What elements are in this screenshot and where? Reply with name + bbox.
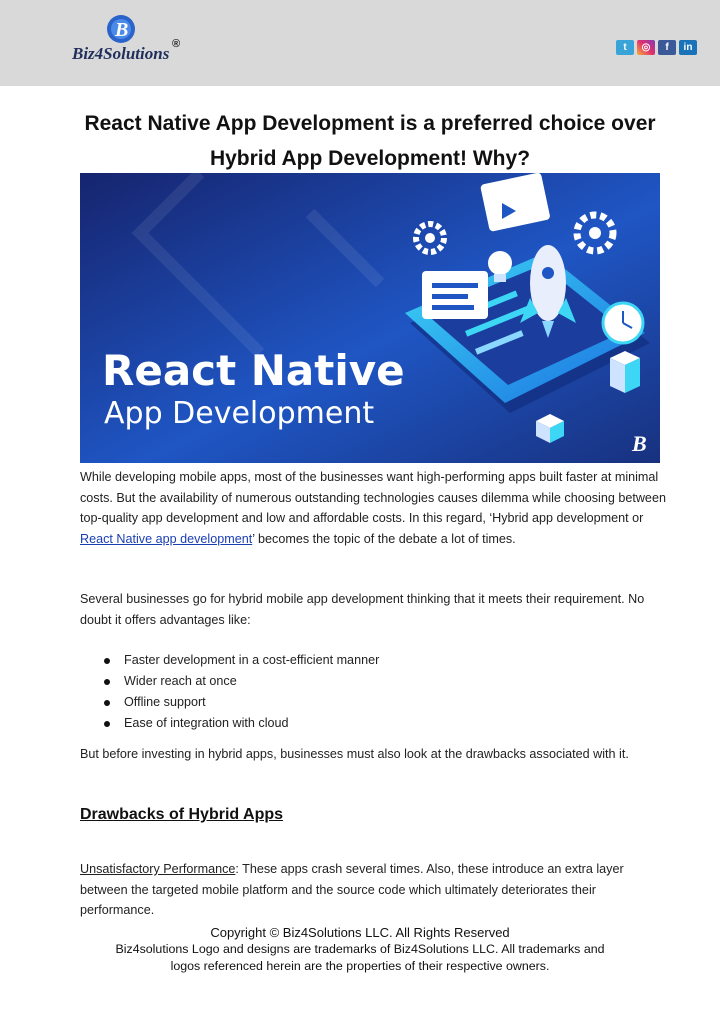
list-item: Wider reach at once (80, 671, 379, 692)
logo-text: Biz4Solutions (72, 44, 170, 63)
intro-paragraph (80, 467, 670, 549)
section-heading-drawbacks: Drawbacks of Hybrid Apps (80, 806, 284, 823)
intro-text-after: ’ becomes the topic of the debate a lot of times. (252, 531, 516, 546)
advantages-list (80, 650, 379, 734)
clock-icon (603, 303, 643, 343)
performance-term: Unsatisfactory Performance (80, 862, 236, 876)
intro-text-before: While developing mobile apps, most of the businesses want high-performing apps built faster at minimal costs. But the availability of numerous outstanding technologies causes dilemma while choosing between top-quality app development and low and affordable costs. In this regard, ‘Hybrid app development or (80, 470, 666, 525)
hero-title-line2: App Development (104, 396, 375, 431)
page-footer (0, 924, 720, 975)
social-links (616, 40, 697, 55)
linkedin-icon[interactable]: in (679, 40, 697, 55)
trademark-line-1: Biz4solutions Logo and designs are trademarks of Biz4Solutions LLC. All trademarks and (115, 942, 605, 956)
list-item: Offline support (80, 692, 379, 713)
watermark-b-icon (631, 431, 647, 456)
copyright-line: Copyright © Biz4Solutions LLC. All Rights Reserved (210, 925, 510, 940)
page-header (0, 0, 720, 86)
list-item: Ease of integration with cloud (80, 713, 379, 734)
drawbacks-intro-paragraph: But before investing in hybrid apps, businesses must also look at the drawbacks associated with it. (80, 747, 629, 761)
cube-icon (610, 351, 640, 393)
svg-text:B: B (115, 19, 129, 41)
trademark-line-2: logos referenced herein are the properties of their respective owners. (170, 959, 550, 973)
page-title: React Native App Development is a preferred choice over Hybrid App Development! Why? (84, 112, 656, 170)
twitter-icon[interactable]: t (616, 40, 634, 55)
performance-text: : These apps crash several times. Also, these introduce an extra layer between the targeted mobile platform and the source code which ultimately deteriorates their performance. (80, 862, 624, 917)
hero-banner (80, 173, 660, 463)
chat-card-icon (422, 271, 488, 319)
instagram-icon[interactable]: ◎ (637, 40, 655, 55)
performance-paragraph (80, 859, 670, 921)
list-item: Faster development in a cost-efficient manner (80, 650, 379, 671)
logo-b-icon (106, 14, 136, 44)
facebook-icon[interactable]: f (658, 40, 676, 55)
biz4solutions-logo[interactable] (72, 14, 192, 70)
registered-mark: ® (172, 38, 181, 50)
hero-title-line1: React Native (102, 346, 405, 395)
svg-text:B: B (632, 431, 647, 456)
advantages-intro-paragraph: Several businesses go for hybrid mobile app development thinking that it meets their requirement. No doubt it offers advantages like: (80, 592, 645, 627)
react-native-link[interactable]: React Native app development (80, 531, 253, 546)
